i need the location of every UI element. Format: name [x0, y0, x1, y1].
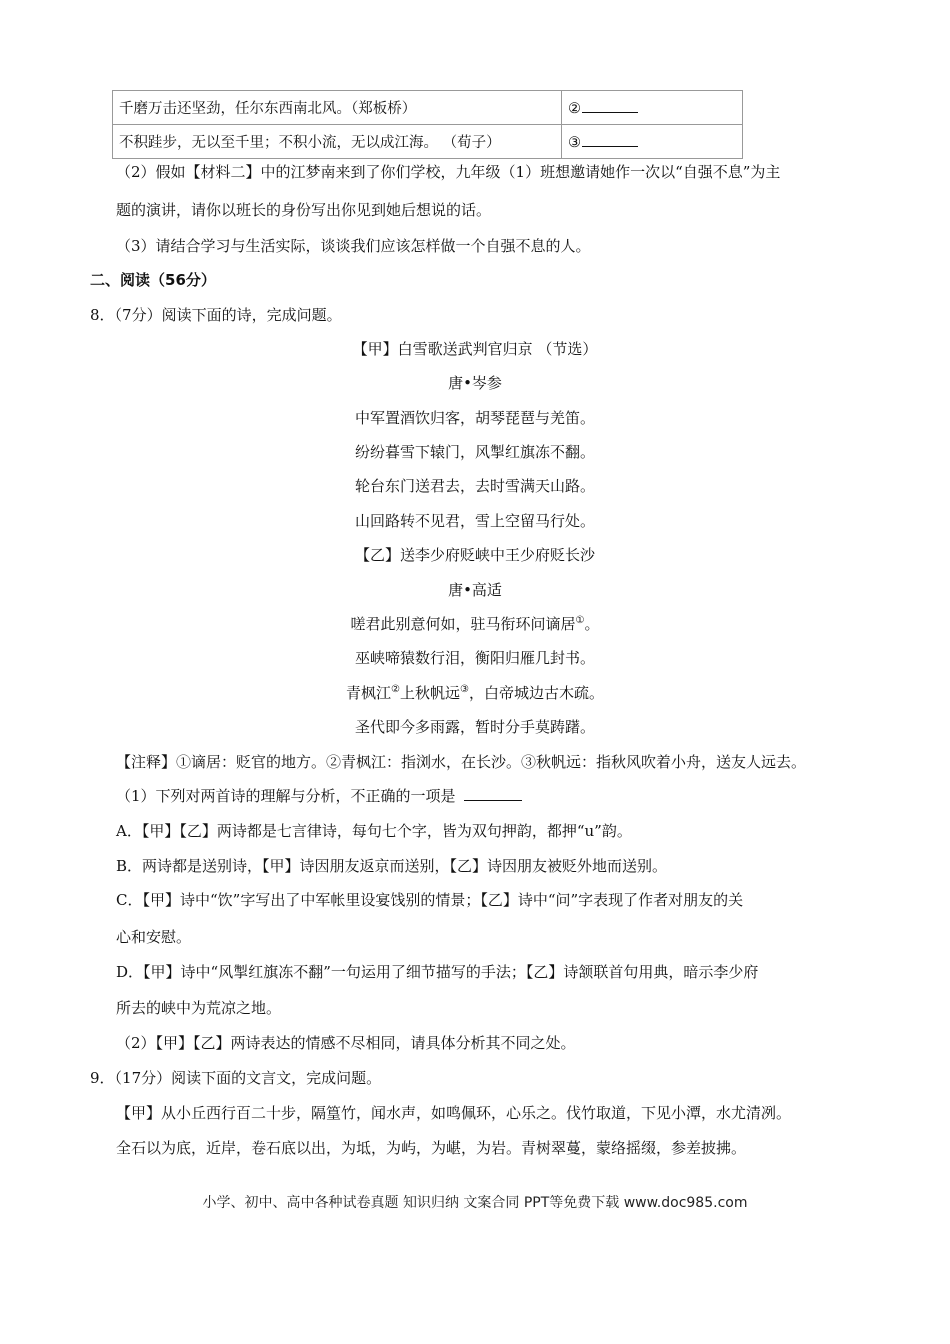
page-footer: 小学、初中、高中各种试卷真题 知识归纳 文案合同 PPT等免费下载 www.doc985.com — [202, 1195, 748, 1211]
q7-sub2-line1: （2）假如【材料二】中的江梦南来到了你们学校，九年级（1）班想邀请她作一次以“自强不息”为主 — [116, 163, 781, 181]
option-c-line1: C．【甲】诗中“饮”字写出了中军帐里设宴饯别的情景；【乙】诗中“问”字表现了作者对朋友的关 — [116, 891, 744, 909]
poem-a-line: 山回路转不见君，雪上空留马行处。 — [354, 512, 595, 530]
option-b: B．两诗都是送别诗，【甲】诗因朋友返京而送别，【乙】诗因朋友被贬外地而送别。 — [116, 857, 668, 875]
option-d-line1: D．【甲】诗中“风掣红旗冻不翻”一句运用了细节描写的手法；【乙】诗颔联首句用典，暗示李少府 — [116, 963, 759, 981]
q8-sub2: （2）【甲】【乙】两诗表达的情感不尽相同，请具体分析其不同之处。 — [116, 1034, 576, 1052]
q7-sub3: （3）请结合学习与生活实际，谈谈我们应该怎样做一个自强不息的人。 — [116, 237, 591, 255]
poem-b-line — [0, 614, 950, 634]
poem-a-line: 纷纷暮雪下辕门，风掣红旗冻不翻。 — [354, 443, 595, 461]
quote-cell: 不积跬步，无以至千里；不积小流，无以成江海。 （荀子） — [113, 125, 562, 159]
answer-cell[interactable] — [562, 91, 743, 125]
footnote-marker: ① — [575, 615, 585, 626]
q9-text-line2: 全石以为底，近岸，卷石底以出，为坻，为屿，为嵁，为岩。青树翠蔓，蒙络摇缀，参差披拂。 — [116, 1139, 747, 1157]
answer-cell[interactable] — [562, 125, 743, 159]
answer-blank[interactable] — [582, 132, 638, 147]
table-row — [113, 91, 743, 125]
answer-number: ② — [568, 101, 581, 117]
section-heading: 二、阅读（56分） — [90, 271, 216, 289]
option-a: A．【甲】【乙】两诗都是七言律诗，每句七个字，皆为双句押韵，都押“u”韵。 — [116, 822, 632, 840]
poem-a-title: 【甲】白雪歌送武判官归京 （节选） — [352, 340, 598, 358]
q9-intro: 9．（17分）阅读下面的文言文，完成问题。 — [90, 1069, 382, 1087]
q8-intro: 8．（7分）阅读下面的诗，完成问题。 — [90, 306, 342, 324]
q8-sub1 — [116, 786, 522, 806]
q8-sub1-text: （1）下列对两首诗的理解与分析，不正确的一项是 — [116, 787, 456, 805]
option-d-line2: 所去的峡中为荒凉之地。 — [116, 999, 282, 1017]
poem-a-line: 中军置酒饮归客，胡琴琵琶与羌笛。 — [354, 409, 595, 427]
footnote-marker: ② — [391, 684, 400, 695]
answer-blank[interactable] — [582, 98, 638, 113]
quote-cell: 千磨万击还坚劲，任尔东西南北风。（郑板桥） — [113, 91, 562, 125]
q7-sub2-line2: 题的演讲，请你以班长的身份写出你见到她后想说的话。 — [116, 201, 492, 219]
quote-table — [112, 90, 743, 159]
answer-number: ③ — [568, 135, 581, 151]
annotation: 【注释】①谪居：贬官的地方。②青枫江：指浏水，在长沙。③秋帆远：指秋风吹着小舟，送友人远去。 — [116, 753, 807, 771]
q9-text-line1: 【甲】从小丘西行百二十步，隔篁竹，闻水声，如鸣佩环，心乐之。伐竹取道，下见小潭，水尤清冽。 — [116, 1104, 792, 1122]
footnote-marker: ③ — [460, 684, 469, 695]
poem-b-line1-end: 。 — [584, 615, 600, 633]
poem-b-line — [0, 683, 950, 703]
option-c-line2: 心和安慰。 — [116, 928, 192, 946]
answer-blank[interactable] — [464, 786, 522, 801]
poem-b-line1-text: 嗟君此别意何如，驻马衔环问谪居 — [350, 615, 576, 633]
poem-b-line3-b: 上秋帆远 — [399, 684, 460, 702]
poem-b-line: 圣代即今多雨露，暂时分手莫踌躇。 — [354, 718, 595, 736]
poem-b-line3-a: 青枫江 — [346, 684, 392, 702]
poem-a-author: 唐•岑参 — [448, 374, 502, 392]
table-row — [113, 125, 743, 159]
poem-b-author: 唐•高适 — [448, 581, 502, 599]
poem-b-line: 巫峡啼猿数行泪，衡阳归雁几封书。 — [354, 649, 595, 667]
poem-b-line3-c: ，白帝城边古木疏。 — [468, 684, 604, 702]
poem-a-line: 轮台东门送君去，去时雪满天山路。 — [354, 477, 595, 495]
poem-b-title: 【乙】送李少府贬峡中王少府贬长沙 — [354, 546, 595, 564]
